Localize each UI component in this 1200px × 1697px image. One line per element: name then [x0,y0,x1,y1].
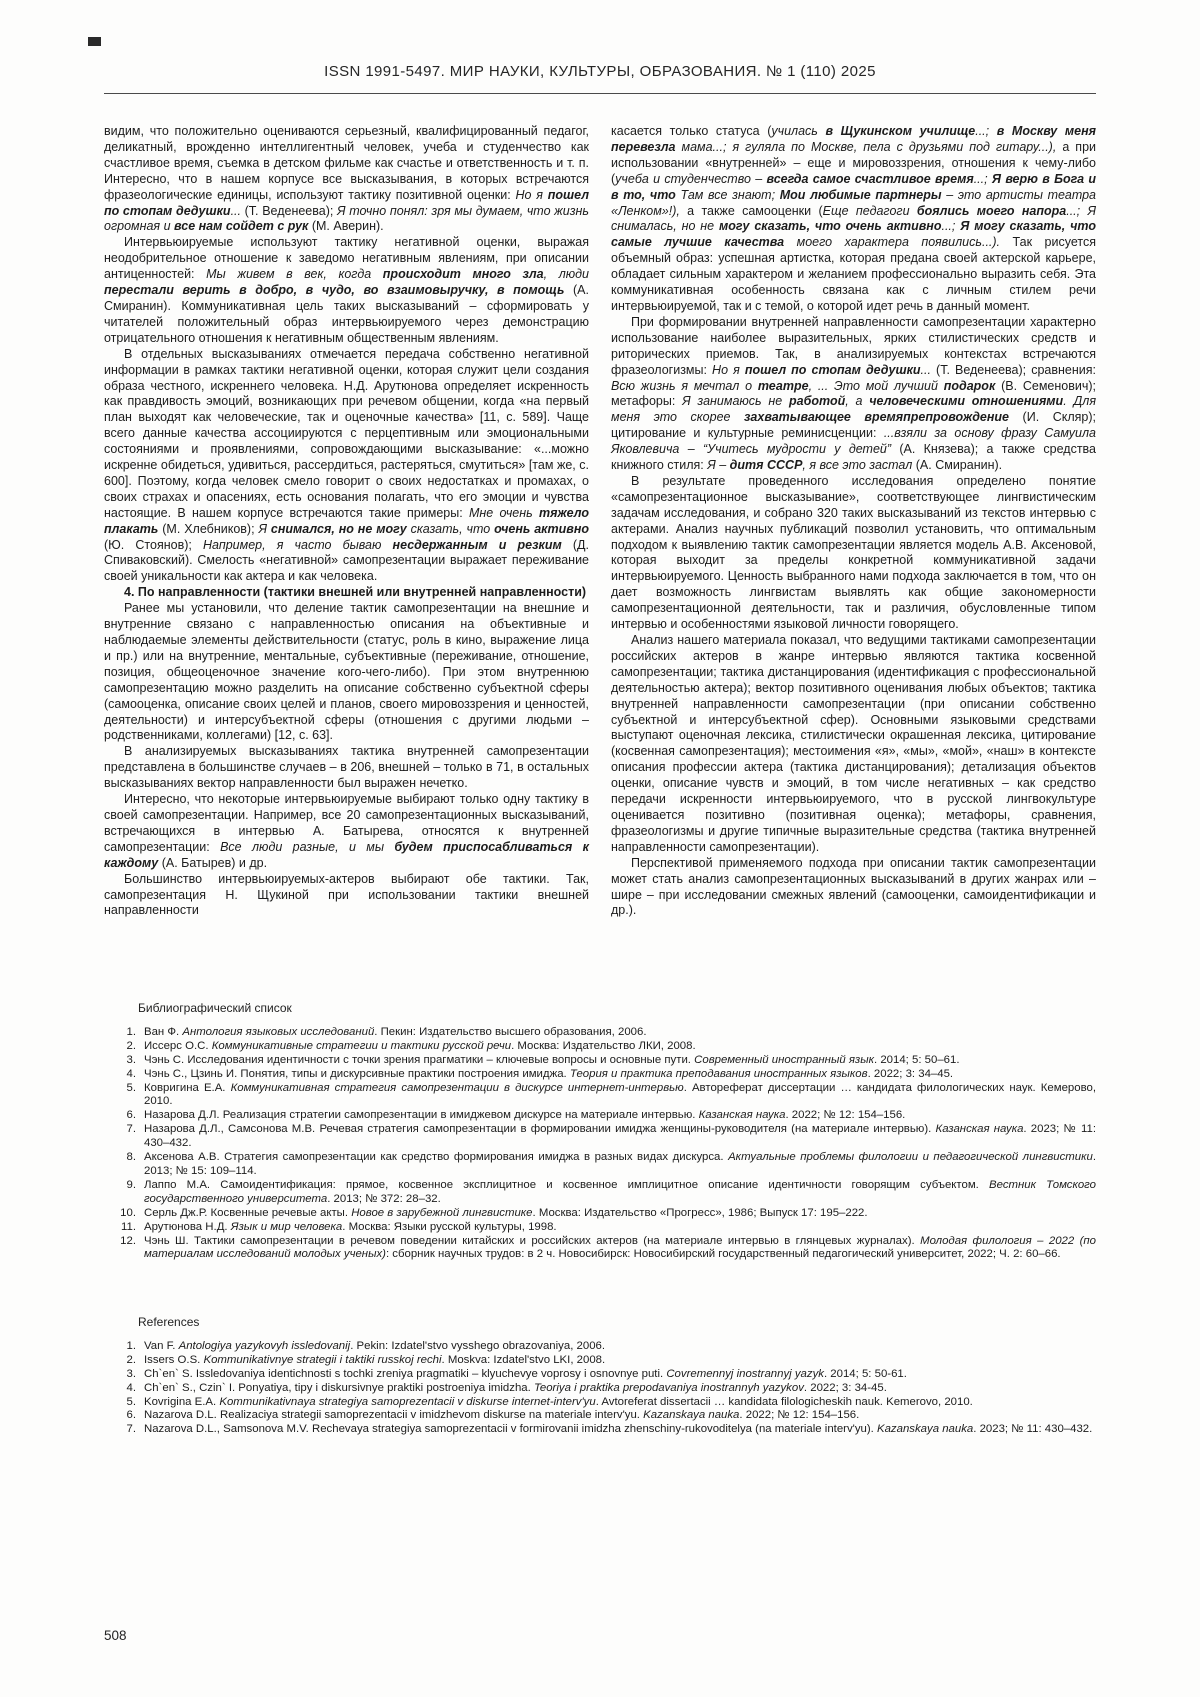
reference-text [144,1054,1096,1068]
text-segment: . Москва: Издательство «Прогресс», 1986; Выпуск 17: 195–222. [532,1206,868,1219]
text-segment: Ch`en` S. Issledovaniya identichnosti s tochki zreniya pragmatiki – klyuchevye voprosy i osnovnye puti. [144,1367,667,1380]
text-segment: Назарова Д.Л. Реализация стратегии самопрезентации в имиджевом дискурсе на материале интервью. [144,1109,699,1122]
text-segment: Арутюнова Н.Д. [144,1220,231,1233]
text-segment: Новое в зарубежной лингвистике [351,1206,533,1219]
text-segment: Я верю в Бога и в то, что [611,171,1096,202]
page-number: 508 [104,1628,127,1643]
text-segment: Kazanskaya nauka [876,1423,974,1436]
reference-number: 3. [126,1367,136,1380]
text-segment: Чэнь С. Исследования идентичности с точки зрения прагматики – ключевые вопросы и основные пути. [144,1053,695,1066]
text-segment: Ковригина Е.А. [144,1081,231,1094]
reference-item [104,1068,1096,1082]
text-segment: Так рисуется объемный образ: успешная артистка, которая предана своей актерской карьере, обладает сильным характером и желанием профессионально выразить себя. Эта коммуникативная особенность связана как с личным стилем речи интервьюируемой, так и с темой, о которой идет речь в данный момент. [611,235,1096,313]
reference-number: 1. [126,1339,136,1352]
text-segment: очень активно [494,521,590,536]
reference-item [104,1054,1096,1068]
text-segment: , я все это застал [802,458,913,473]
text-segment: ... [920,362,931,377]
text-segment: (Т. Веденеева); сравнения: [930,362,1096,377]
reference-number: 7. [126,1423,136,1436]
reference-item [104,1221,1096,1235]
text-segment: пошел по стопам дедушки [744,362,921,377]
bibliography-section [104,1002,1096,1262]
text-segment: (М. Хлебников); [158,521,259,536]
text-segment: захватывающее времяпрепровождение [744,410,1010,425]
text-segment: Все люди разные, и мы [220,839,395,854]
reference-text [144,1368,1096,1382]
reference-item [104,1423,1096,1437]
text-segment: снимался, но не могу [270,521,407,536]
reference-text [144,1082,1096,1110]
bibliography-list [104,1026,1096,1262]
text-segment: ...; Я снималась, но не [611,203,1096,234]
reference-item [104,1109,1096,1123]
reference-number: 11. [121,1220,136,1233]
text-segment: Антология языковых исследований [182,1025,375,1038]
text-segment: (Т. Веденеева); [240,203,338,218]
header-rule [104,93,1096,94]
text-segment: Чэнь С., Цзинь И. Понятия, типы и дискурсивные практики построения имиджа. [144,1067,570,1080]
text-segment: . 2013; № 15: 109–114. [144,1151,1097,1177]
paragraph [104,792,589,872]
text-segment: Аксенова А.В. Стратегия самопрезентации как средство формирования имиджа в разных видах дискурса. [144,1151,729,1164]
text-segment: Kazanskaya nauka [643,1409,740,1422]
text-segment: Актуальные проблемы филологии и педагогической лингвистики [728,1151,1093,1164]
text-segment: Kommunikativnaya strategiya samoprezentacii v diskurse internet-interv'yu [219,1395,596,1408]
text-segment: Интересно, что некоторые интервьюируемые выбирают только одну тактику в своей самопрезентации. Например, все 20 самопрезентационных высказываний, встречающихся в интервью А. Батырева, относятся к внутренней самопрезентации: [104,792,589,854]
text-segment: В отдельных высказываниях отмечается передача собственно негативной информации в рамках тактики негативной оценки, которая служит цели создания образа честного, искреннего человека. Н.Д. Арутюнова определяет искренность как правдивость эмоций, возникающих при речевом общении, когда «на первый план выходят как человеческие, так и оценочные качества» [11, с. 589]. Чаще всего данные качества ассоциируются с перцептивным или эмоциональными состояниями и проявлениями, сопровождающими высказывание: «...можно искренне обидеться, удивиться, рассердиться, растеряться, смутиться» [там же, с. 600]. Поэтому, когда человек смело говорит о своих недостатках и промахах, о своих страхах и опасениях, есть основания полагать, что его эмоции и чувства настоящие. В нашем корпусе встречаются такие примеры: [104,346,589,520]
reference-number: 10. [120,1206,136,1219]
reference-item [104,1368,1096,1382]
text-segment: , а [845,394,870,409]
text-segment: . 2023; № 11: 430–432. [144,1123,1096,1150]
text-segment: пошел по стопам дедушки [104,187,590,218]
text-segment: Казанская наука [698,1109,786,1122]
reference-text [144,1235,1096,1263]
paragraph [104,347,589,586]
paragraph [104,872,589,920]
references-title: References [138,1315,200,1329]
reference-item [104,1382,1096,1396]
text-segment: . 2022; 3: 34-45. [803,1381,887,1394]
text-segment: сказать, что [406,521,495,536]
text-segment: мама [681,139,713,154]
reference-item [104,1123,1096,1151]
text-segment: ...взяли за основу фразу Самуила Яковлевича – “Учитесь мудрости у детей” [611,426,1096,457]
text-segment: моего характера появились [784,235,982,250]
reference-number: 5. [126,1395,136,1408]
right-column [611,124,1096,919]
text-segment: (Ю. Стоянов); [104,537,204,552]
text-segment: Но я [712,362,745,377]
text-segment: , ... Это мой лучший [808,378,944,393]
reference-number: 12. [120,1234,136,1247]
text-segment: (М. Аверин). [308,219,384,234]
reference-text [144,1068,1096,1082]
reference-number: 6. [126,1109,136,1122]
text-segment: ...; я гуляла по Москве, пела с друзьями под гитару...), [712,139,1063,154]
paragraph [611,856,1096,920]
reference-number: 1. [126,1025,136,1038]
text-segment: ... [230,203,241,218]
paragraph [104,601,589,744]
text-segment: работой [789,394,846,409]
reference-number: 4. [126,1381,136,1394]
text-segment: . 2013; № 372: 28–32. [327,1192,441,1205]
text-segment: ...; [941,219,961,234]
paragraph [104,235,589,346]
text-segment: Ван Ф. [144,1025,183,1038]
text-segment: В результате проведенного исследования определено понятие «самопрезентационное высказывание», соответствующее лингвистическим задачам исследования, и собрано 320 таких высказываний из текстов интервью с актерами. Анализ научных публикаций позволил установить, что оптимальным подходом к выявлению тактик самопрезентации является модель А.В. Аксеновой, которая выходит за пределы конкретной коммуникативной задачи интервьюируемого. Ценность выбранного нами подхода заключается в том, что он дает возможность лингвистам выявлять как общие закономерности самопрезентационной деятельности, так и различия, обусловленные типом интервью и особенностями языковой личности говорящего. [611,473,1096,632]
text-segment: – это артисты театра «Ленком»!), [611,187,1096,218]
text-segment: Коммуникативные стратегии и тактики русской речи [211,1039,512,1052]
text-segment: Чэнь Ш. Тактики самопрезентации в речевом поведении китайских и российских актеров (на материале интервью в глянцевых журналах). [144,1234,921,1247]
text-segment: . 2014; 5: 50–61. [873,1053,960,1066]
text-segment: Мы живем в век, когда [206,267,383,282]
reference-number: 2. [126,1353,136,1366]
text-segment: Мои любимые партнеры [779,187,942,202]
text-segment: Ch`en` S., Czin` I. Ponyatiya, tipy i diskursivnye praktiki postroeniya imidzha. [144,1381,534,1394]
reference-text [144,1396,1096,1410]
paragraph [611,633,1096,856]
left-column [104,124,589,919]
text-segment: касается только статуса ( [611,124,772,138]
text-segment: Nazarova D.L., Samsonova M.V. Rechevaya strategiya samoprezentacii v formirovanii imidzha zhenschiny-rukovoditelya (na materiale interv'yu). [144,1423,877,1436]
reference-text [144,1409,1096,1423]
text-segment: а при использовании «внутренней» – еще и мировоззрения, отношения к чему-либо ( [611,139,1096,186]
text-segment: Язык и мир человека [230,1220,343,1233]
text-segment: все нам сойдет с рук [174,219,309,234]
reference-number: 2. [126,1039,136,1052]
text-segment: училась [771,124,826,138]
text-segment: (И. Скляр); цитирование и культурные реминисценции: [611,410,1096,441]
text-segment: Там все знают; [680,187,780,202]
journal-header: ISSN 1991-5497. МИР НАУКИ, КУЛЬТУРЫ, ОБРАЗОВАНИЯ. № 1 (110) 2025 [324,63,876,80]
text-segment: : сборник научных трудов: в 2 ч. Новосибирск: Новосибирский государственный педагогический университет, 2022; Ч. 2: 60–66. [385,1248,1061,1261]
text-segment: театре [757,378,809,393]
text-segment: Мне очень [468,505,539,520]
reference-text [144,1040,1096,1054]
text-segment: Teoriya i praktika prepodavaniya inostrannyh yazykov [533,1381,804,1394]
text-segment: . Для меня это скорее [611,394,1096,425]
text-segment: Лаппо М.А. Самоидентификация: прямое, косвенное эксплицитное и косвенное имплицитное описание идентичности говорящим субъектом. [144,1178,990,1191]
text-segment: перестали верить в добро, в чудо, во взаимовыручку, в помощь [104,283,565,298]
text-segment: дитя СССР [729,458,803,473]
text-segment: Я – [707,458,730,473]
text-segment: Covremennyj inostrannyj yazyk [666,1367,824,1380]
reference-text [144,1109,1096,1123]
text-segment: (А. Батырев) и др. [158,855,268,870]
text-segment: . 2023; № 11: 430–432. [973,1423,1093,1436]
reference-text [144,1354,1096,1368]
reference-item [104,1026,1096,1040]
section-heading [104,585,589,601]
text-segment: Коммуникативная стратегия самопрезентации в дискурсе интернет-интервью [230,1081,684,1094]
paragraph [611,315,1096,474]
text-segment: Современный иностранный язык [694,1053,874,1066]
text-segment: Перспективой применяемого подхода при описании тактик самопрезентации может стать анализ самопрезентационных высказываний в других жанрах или – шире – при исследовании смежных явлений (самооценки, самоидентификации и др.). [611,855,1096,918]
text-segment: (А. Смиранин). Коммуникативная цель таких высказываний – сформировать у читателей положительный образ интервьюируемого через демонстрацию отрицательного отношения к негативным общественным явлениям. [104,283,589,345]
reference-item [104,1340,1096,1354]
text-segment: Теория и практика преподавания иностранных языков [569,1067,868,1080]
text-segment: Nazarova D.L. Realizaciya strategii samoprezentacii v imidzhevom diskurse na materiale interv'yu. [144,1409,644,1422]
reference-number: 6. [126,1409,136,1422]
reference-text [144,1026,1096,1040]
text-segment: ...; [975,124,997,138]
text-segment: 4. По направленности (тактики внешней или внутренней направленности) [124,585,587,600]
reference-item [104,1179,1096,1207]
text-segment: Большинство интервьюируемых-актеров выбирают обе тактики. Так, самопрезентация Н. Щукиной при использовании тактики внешней направленности [104,871,589,918]
text-segment: несдержанным и резким [392,537,562,552]
text-segment: При формировании внутренней направленности самопрезентации характерно использование наиболее выразительных, ярких стилистических средств и риторических приемов. Так, в анализируемых контекстах встречаются фразеологизмы: [611,314,1096,377]
text-segment: . Москва: Издательство ЛКИ, 2008. [511,1039,696,1052]
reference-item [104,1151,1096,1179]
references-section [104,1316,1096,1437]
reference-item [104,1409,1096,1423]
text-segment: ...). [981,235,1013,250]
text-segment: будем приспосабливаться к каждому [104,839,589,870]
paragraph [611,124,1096,315]
text-segment: боялись моего напора [916,203,1067,218]
bibliography-title: Библиографический список [138,1001,292,1015]
text-segment: . Avtoreferat dissertacii … kandidata filologicheskih nauk. Kemerovo, 2010. [595,1395,973,1408]
text-segment: . Автореферат диссертации … кандидата филологических наук. Кемерово, 2010. [144,1081,1096,1108]
reference-number: 8. [126,1151,136,1164]
article-body [104,124,1096,919]
reference-number: 3. [126,1053,136,1066]
text-segment: Issers O.S. [144,1353,204,1366]
reference-number: 4. [126,1067,136,1080]
reference-text [144,1382,1096,1396]
text-segment: Назарова Д.Л., Самсонова М.В. Речевая стратегия самопрезентации в формировании имиджа женщины-руководителя (на материале интервью). [144,1123,936,1136]
text-segment: человеческими отношениями [869,394,1064,409]
text-segment: Казанская наука [935,1123,1024,1136]
reference-number: 9. [126,1178,136,1191]
text-segment: Всю жизнь я мечтал о [611,378,758,393]
text-segment: Молодая филология – 2022 (по материалам исследований молодых ученых) [144,1234,1097,1261]
text-segment: (Д. Спиваковский). Смелость «негативной» самопрезентации выражает переживание своей уникальности как актера и как человека. [104,537,589,584]
text-segment: Я могу сказать, что самые лучшие качества [611,219,1097,250]
reference-item [104,1207,1096,1221]
text-segment: подарок [943,378,996,393]
text-segment: Серль Дж.Р. Косвенные речевые акты. [144,1206,352,1219]
text-segment: Например, я часто бываю [203,537,393,552]
text-segment: Я [258,521,271,536]
text-segment: Я занимаюсь не [682,394,790,409]
text-segment: Но я [515,187,548,202]
text-segment: . 2022; 3: 34–45. [867,1067,954,1080]
text-segment: могу сказать, что очень активно [718,219,942,234]
text-segment: . Москва: Языки русской культуры, 1998. [342,1220,557,1233]
reference-text [144,1207,1096,1221]
scan-artifact [88,37,101,46]
text-segment: (А. Князева); а также средства книжного стиля: [611,442,1096,473]
text-segment: Ранее мы установили, что деление тактик самопрезентации на внешние и внутренние связано с направленностью описания на объективные и наблюдаемые элементы действительности (статус, роль в кино, выражение лица и пр.) или на внутренние, ментальные, субъективные (переживание, отношение, позиция, общеоценочное значение кого-чего-либо). При этом внутреннюю самопрезентацию можно разделить на описание собственно субъектной сферы (самооценка, описание своих целей и планов, своего мировоззрения и ценностей, деятельности) и интерсубъектной сферы (отношения с другими людьми – родственниками, коллегами) [12, с. 63]. [104,601,589,743]
text-segment: Вестник Томского государственного университета [144,1178,1096,1205]
text-segment: . 2022; № 12: 154–156. [739,1409,860,1422]
references-list [104,1340,1096,1437]
reference-text [144,1340,1096,1354]
reference-text [144,1221,1096,1235]
text-segment: . 2022; № 12: 154–156. [785,1109,906,1122]
reference-number: 5. [126,1081,136,1094]
text-segment: . Пекин: Издательство высшего образования, 2006. [374,1025,647,1038]
text-segment: Иссерс О.С. [144,1039,212,1052]
reference-number: 7. [126,1123,136,1136]
text-segment: (В. Семенович); метафоры: [611,378,1096,409]
reference-text [144,1423,1096,1437]
text-segment: Kommunikativnye strategii i taktiki russkoj rechi [203,1353,442,1366]
reference-text [144,1179,1096,1207]
text-segment: тяжело плакать [104,505,589,536]
reference-item [104,1354,1096,1368]
text-segment: Анализ нашего материала показал, что ведущими тактиками самопрезентации российских актеров в жанре интервью являются тактика косвенной самопрезентации; тактика дистанцирования (идентификация с профессиональной деятельностью актера); вектор позитивного оценивания любых объектов; тактика внутренней направленности самопрезентации (при описании собственно субъектной и интерсубъектной сфер). Основными языковыми средствами выступают оценочная лексика, стилистически окрашенная лексика, цитирование (косвенная самопрезентация); местоимения «я», «мы», «мой», «наш» в контексте описания профессии актера (тактика дистанцирования); детализация объектов оценки, описание чувств и эмоций, в том числе негативных – как средство передачи искренности интервьюируемого, что в русской лингвокультуре оценивается позитивно (позитивная оценка); метафоры, сравнения, фразеологизмы и другие типичные выразительные средства (тактика внутренней направленности самопрезентации). [611,633,1096,854]
paragraph [611,474,1096,633]
text-segment: , люди [543,267,590,282]
reference-text [144,1151,1096,1179]
text-segment: . Moskva: Izdatel'stvo LKI, 2008. [441,1353,606,1366]
text-segment: в Щукинском училище [825,124,976,138]
text-segment: всегда самое счастливое время [766,171,974,186]
text-segment: учеба и студенчество – [615,171,767,186]
reference-text [144,1123,1096,1151]
text-segment: . 2014; 5: 50-61. [823,1367,907,1380]
reference-item [104,1040,1096,1054]
text-segment: а также самооценки ( [687,203,823,218]
text-segment: В анализируемых высказываниях тактика внутренней самопрезентации представлена в большинстве случаев – в 206, внешней – только в 71, в остальных высказываниях вектор направленности был выражен нечетко. [104,744,589,791]
text-segment: видим, что положительно оцениваются серьезный, квалифицированный педагог, деликатный, врожденно интеллигентный человек, учеба и студенчество как счастливое время, съемка в детском фильме как счастье и ответственность и т. п. Интересно, что в нашем корпусе все высказывания, в которых встречаются фразеологические единицы, используют тактику позитивной оценки: [104,124,589,202]
text-segment: Я точно понял: зря мы думаем, что жизнь огромная и [104,203,589,234]
text-segment: (А. Смиранин). [912,458,1003,473]
text-segment: Kovrigina E.A. [144,1395,220,1408]
reference-item [104,1396,1096,1410]
text-segment: Еще педагоги [822,203,917,218]
text-segment: происходит много зла [382,267,544,282]
text-segment: Van F. [144,1339,179,1352]
paragraph [104,744,589,792]
text-segment: ...; [973,171,992,186]
reference-item [104,1082,1096,1110]
reference-item [104,1235,1096,1263]
paragraph [104,124,589,235]
text-segment: Antologiya yazykovyh issledovanij [178,1339,351,1352]
text-segment: в Москву меня перевезла [611,124,1096,154]
text-segment: Интервьюируемые используют тактику негативной оценки, выражая неодобрительное отношение к заведомо негативным явлениям, при описании антиценностей: [104,235,589,282]
text-segment: . Pekin: Izdatel'stvo vysshego obrazovaniya, 2006. [350,1339,606,1352]
